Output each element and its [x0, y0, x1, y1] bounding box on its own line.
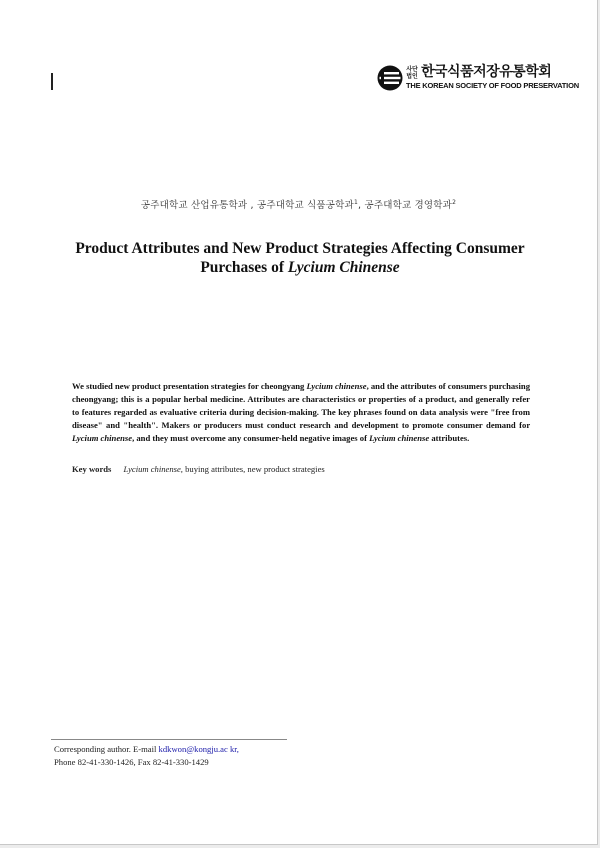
abstract-text-1: We studied new product presentation strategies for cheongyang [72, 381, 305, 391]
affiliation-2-mark: 1 [353, 198, 358, 206]
keywords-label: Key words [72, 464, 112, 474]
affiliation-1: 공주대학교 산업유통학과 , [140, 200, 254, 211]
corresponding-author-label: Corresponding author. E-mail [54, 744, 157, 754]
logo-korean-prefix: 사단법인 [406, 66, 418, 80]
title-line-2-prefix: Purchases of [200, 259, 284, 276]
phone-number: 82-41-330-1426, [77, 757, 136, 767]
affiliation-3: 공주대학교 경영학과 [364, 200, 453, 211]
abstract-species-2: Lycium chinense [72, 433, 133, 443]
abstract-text-4: attributes. [431, 433, 470, 443]
abstract-species-3: Lycium chinense [369, 433, 430, 443]
keywords [72, 463, 530, 476]
logo-korean-name: 한국식품저장유통학회 [421, 64, 552, 80]
keywords-list: buying attributes, new product strategies [185, 464, 325, 474]
fax-label: Fax [137, 757, 151, 767]
society-emblem-icon [377, 65, 403, 91]
abstract-text-3: , and they must overcome any consumer-held negative images of [132, 433, 367, 443]
fax-number: 82-41-330-1429 [152, 757, 209, 767]
phone-label: Phone [54, 757, 76, 767]
author-email-link[interactable]: kdkwon@kongju.ac kr, [158, 744, 239, 754]
affiliation-2: 공주대학교 식품공학과 [256, 200, 354, 211]
footnote-line-2 [54, 756, 354, 769]
keywords-species: Lycium chinense, [123, 464, 183, 474]
society-logo [377, 64, 579, 92]
affiliation-3-mark: 2 [452, 198, 457, 206]
page-margin-mark [51, 73, 53, 90]
abstract-species-1: Lycium chinense [306, 381, 367, 391]
logo-english-name: THE KOREAN SOCIETY OF FOOD PRESERVATION [406, 81, 579, 90]
abstract-text-2: , and the attributes of consumers purchasing cheongyang; this is a popular herbal medicine. Attributes are characteristics or properties of a product, and generally refer to features regarded as evaluative criteria during decision-making. The key phrases found on data analysis were "free from disease" and "health". Makers or producers must conduct research and development to promote consumer demand for [72, 381, 530, 430]
paper-title [30, 239, 570, 277]
abstract [72, 380, 530, 445]
title-line-1: Product Attributes and New Product Strategies Affecting Consumer [75, 240, 525, 257]
author-affiliations [0, 197, 597, 211]
footnote [54, 743, 354, 769]
footnote-divider [51, 739, 287, 740]
title-line-2 [30, 258, 570, 277]
affiliation-separator: , [357, 200, 362, 211]
footnote-line-1 [54, 743, 354, 756]
title-species: Lycium Chinense [287, 259, 400, 276]
